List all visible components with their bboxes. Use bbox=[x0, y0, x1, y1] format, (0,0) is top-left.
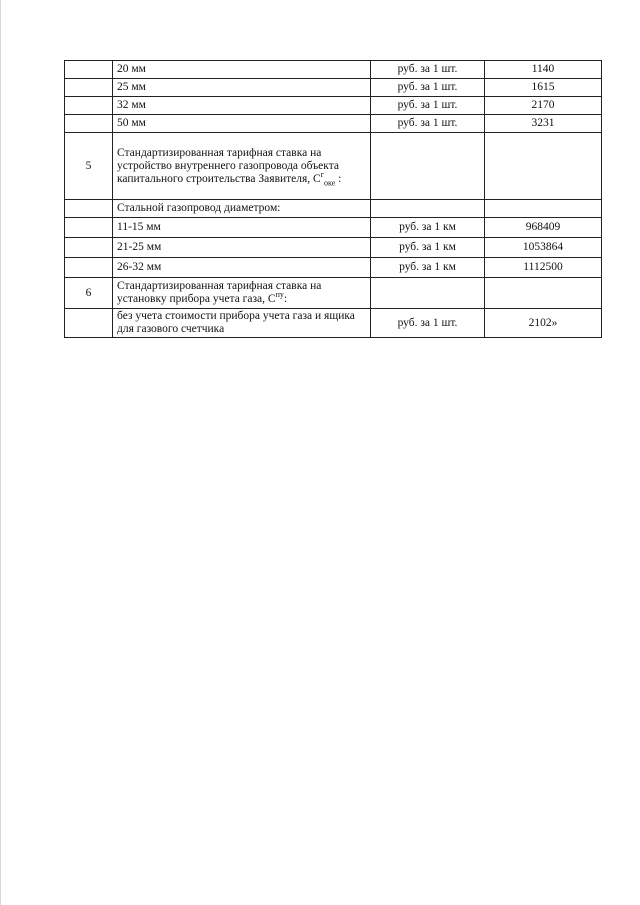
row-unit: руб. за 1 км bbox=[371, 258, 485, 278]
row-number bbox=[65, 309, 113, 338]
section-5-description bbox=[113, 133, 371, 200]
row-unit: руб. за 1 км bbox=[371, 218, 485, 238]
row-number bbox=[65, 238, 113, 258]
table-row bbox=[65, 218, 602, 238]
table-row bbox=[65, 309, 602, 338]
row-unit bbox=[371, 278, 485, 309]
row-number bbox=[65, 258, 113, 278]
row-number bbox=[65, 79, 113, 97]
table-row bbox=[65, 79, 602, 97]
table-row bbox=[65, 238, 602, 258]
table-row bbox=[65, 200, 602, 218]
section-6-text: Стандартизированная тарифная ставка на установку прибора учета газа, С bbox=[117, 280, 322, 305]
table-row bbox=[65, 258, 602, 278]
row-description: 50 мм bbox=[113, 115, 371, 133]
tariff-superscript: г bbox=[320, 169, 325, 179]
section-6-description bbox=[113, 278, 371, 309]
row-description: 11-15 мм bbox=[113, 218, 371, 238]
row-value: 1053864 bbox=[485, 238, 602, 258]
row-unit bbox=[371, 200, 485, 218]
row-description: 21-25 мм bbox=[113, 238, 371, 258]
row-value bbox=[485, 133, 602, 200]
table-row bbox=[65, 97, 602, 115]
tariff-superscript: пу bbox=[275, 290, 284, 300]
section-number: 6 bbox=[65, 278, 113, 309]
section-number: 5 bbox=[65, 133, 113, 200]
row-unit: руб. за 1 шт. bbox=[371, 79, 485, 97]
row-description: 20 мм bbox=[113, 61, 371, 79]
row-unit: руб. за 1 шт. bbox=[371, 309, 485, 338]
row-description: 26-32 мм bbox=[113, 258, 371, 278]
row-value bbox=[485, 200, 602, 218]
steel-pipe-header: Стальной газопровод диаметром: bbox=[113, 200, 371, 218]
table-row bbox=[65, 115, 602, 133]
section-6-row bbox=[65, 278, 602, 309]
row-value: 2102» bbox=[485, 309, 602, 338]
row-number bbox=[65, 97, 113, 115]
section-5-text: Стандартизированная тарифная ставка на устройство внутреннего газопровода объекта капитального строительства Заявителя, С bbox=[117, 146, 339, 185]
tariff-table bbox=[64, 60, 602, 338]
tariff-subscript: оке bbox=[324, 177, 336, 187]
page-edge bbox=[0, 0, 1, 905]
section-5-tail: : bbox=[335, 172, 342, 185]
table-row bbox=[65, 61, 602, 79]
row-unit bbox=[371, 133, 485, 200]
row-unit: руб. за 1 шт. bbox=[371, 61, 485, 79]
row-description: 25 мм bbox=[113, 79, 371, 97]
row-number bbox=[65, 115, 113, 133]
row-value: 1112500 bbox=[485, 258, 602, 278]
row-value: 968409 bbox=[485, 218, 602, 238]
section-6-tail: : bbox=[283, 293, 288, 305]
row-number bbox=[65, 200, 113, 218]
row-value bbox=[485, 278, 602, 309]
row-number bbox=[65, 61, 113, 79]
row-value: 1615 bbox=[485, 79, 602, 97]
row-value: 2170 bbox=[485, 97, 602, 115]
row-value: 1140 bbox=[485, 61, 602, 79]
row-description: 32 мм bbox=[113, 97, 371, 115]
row-unit: руб. за 1 шт. bbox=[371, 115, 485, 133]
section-5-row bbox=[65, 133, 602, 200]
row-value: 3231 bbox=[485, 115, 602, 133]
row-number bbox=[65, 218, 113, 238]
row-unit: руб. за 1 км bbox=[371, 238, 485, 258]
row-unit: руб. за 1 шт. bbox=[371, 97, 485, 115]
row-description: без учета стоимости прибора учета газа и ящика для газового счетчика bbox=[113, 309, 371, 338]
